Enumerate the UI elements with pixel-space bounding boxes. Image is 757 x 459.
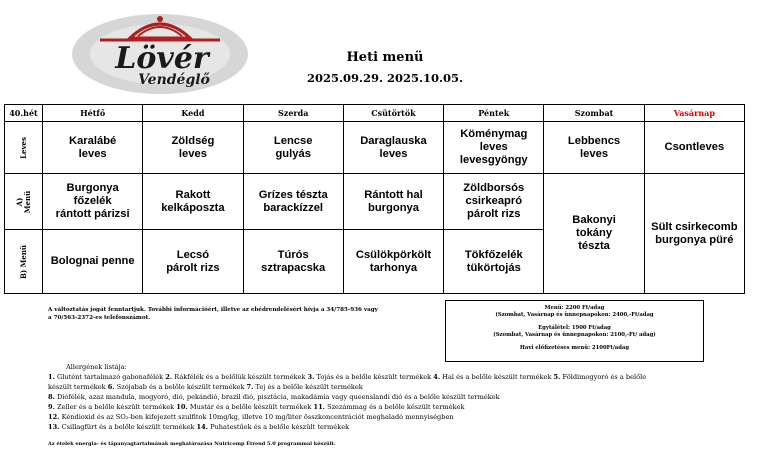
- day-header-sunday: Vasárnap: [644, 105, 744, 122]
- nutrition-footer: Az ételek energia- és tápanyagtartalmának meghatározása Nutricomp Étrend 5.0 programmal készült.: [48, 441, 336, 447]
- dish-cell: Bolognai penne: [43, 230, 143, 294]
- dish-cell: Csontleves: [644, 122, 744, 174]
- day-header: Csütörtök: [343, 105, 443, 122]
- allergen-line: készült termékek 6. Szójabab és a belőle készült termékek 7. Tej és a belőle készült termékek: [48, 383, 363, 391]
- disclaimer-note: A változtatás jogát fenntartjuk. További információért, illetve az ebédrendelésért hívja a 34/785-936 vagy a 70/563-2372-es telefonszámot.: [48, 307, 378, 321]
- day-header: Kedd: [143, 105, 243, 122]
- allergen-line: 9. Zeller és a belőle készült termékek 10. Mustár és a belőle készült termékek 11. Szezámmag és a belőle készült termékek: [48, 403, 465, 411]
- week-label: 40.hét: [5, 105, 43, 122]
- day-header: Hétfő: [43, 105, 143, 122]
- dish-cell: Lecsó párolt rizs: [143, 230, 243, 294]
- dish-cell: Rakott kelkáposzta: [143, 174, 243, 230]
- dish-cell-saturday: Bakonyi tokány tészta: [544, 174, 644, 294]
- row-label-soup: Leves: [18, 136, 28, 159]
- soup-row: [5, 122, 745, 174]
- dish-cell: Daraglauska leves: [343, 122, 443, 174]
- dish-cell: Köménymag leves levesgyöngy: [444, 122, 544, 174]
- price-menu-weekend: (Szombat, Vasárnap és ünnepnapokon: 2400,-Ft/adag: [495, 312, 654, 319]
- dish-cell: Lebbencs leves: [544, 122, 644, 174]
- day-header: Szerda: [243, 105, 343, 122]
- dish-cell: Karalábé leves: [43, 122, 143, 174]
- day-header: Szombat: [544, 105, 644, 122]
- dish-cell: Tökfőzelék tükörtojás: [444, 230, 544, 294]
- dish-cell: Csülökpörkölt tarhonya: [343, 230, 443, 294]
- price-box: [445, 300, 704, 362]
- dish-cell: Lencse gulyás: [243, 122, 343, 174]
- dish-cell-sunday: Sült csirkecomb burgonya püré: [644, 174, 744, 294]
- dish-cell: Zöldborsós csirkeapró párolt rizs: [444, 174, 544, 230]
- allergen-list: [48, 362, 718, 432]
- menu-a-row: [5, 174, 745, 230]
- allergen-title: Allergének listája:: [66, 363, 127, 371]
- row-label-menu-b: B) Menü: [18, 244, 28, 279]
- allergen-line: 8. Diófélék, azaz mandula, mogyoró, dió, pekándió, brazil dió, pisztácia, makadámia vagy queenslandi dió és a belőle készült termékek: [48, 393, 500, 401]
- restaurant-logo: [70, 8, 250, 96]
- logo-name: Lövér: [115, 41, 209, 76]
- price-single-weekend: (Szombat, Vasárnap és ünnepnapokon: 2100,-Ft/ adag): [493, 332, 656, 339]
- price-monthly: Havi előfizetéses menü: 2100Ft/adag: [519, 344, 630, 351]
- day-header: Péntek: [444, 105, 544, 122]
- allergen-line: 1. Glutént tartalmazó gabonafélék 2. Rákfélék és a belőlük készült termékek 3. Tojás és a belőle készült termékek 4. Hal és a belőle készült termékek 5. Földimogyoró és a belőle: [48, 373, 647, 381]
- allergen-line: 13. Csillagfürt és a belőle készült termékek 14. Puhatestűek és a belőle készült termékek: [48, 423, 350, 431]
- weekly-menu-table: [4, 104, 745, 294]
- header-row: [5, 105, 745, 122]
- dish-cell: Grízes tészta barackízzel: [243, 174, 343, 230]
- dish-cell: Rántott hal burgonya: [343, 174, 443, 230]
- page-title: Heti menü: [346, 50, 424, 65]
- row-label-menu-a: A) Menü: [14, 190, 32, 213]
- dish-cell: Túrós sztrapacska: [243, 230, 343, 294]
- dish-cell: Zöldség leves: [143, 122, 243, 174]
- price-menu: Menü: 2200 Ft/adag: [544, 305, 605, 311]
- logo-subtitle: Vendéglő: [138, 72, 210, 88]
- dish-cell: Burgonya főzelék rántott párizsi: [43, 174, 143, 230]
- price-single: Egytálétel: 1900 Ft/adag: [538, 324, 611, 331]
- allergen-line: 12. Kéndioxid és az SO₂-ben kifejezett szulfitok 10mg/kg, illetve 10 mg/liter összkoncentrációt meghaladó mennyiségben: [48, 413, 454, 421]
- date-range: 2025.09.29. 2025.10.05.: [306, 71, 464, 85]
